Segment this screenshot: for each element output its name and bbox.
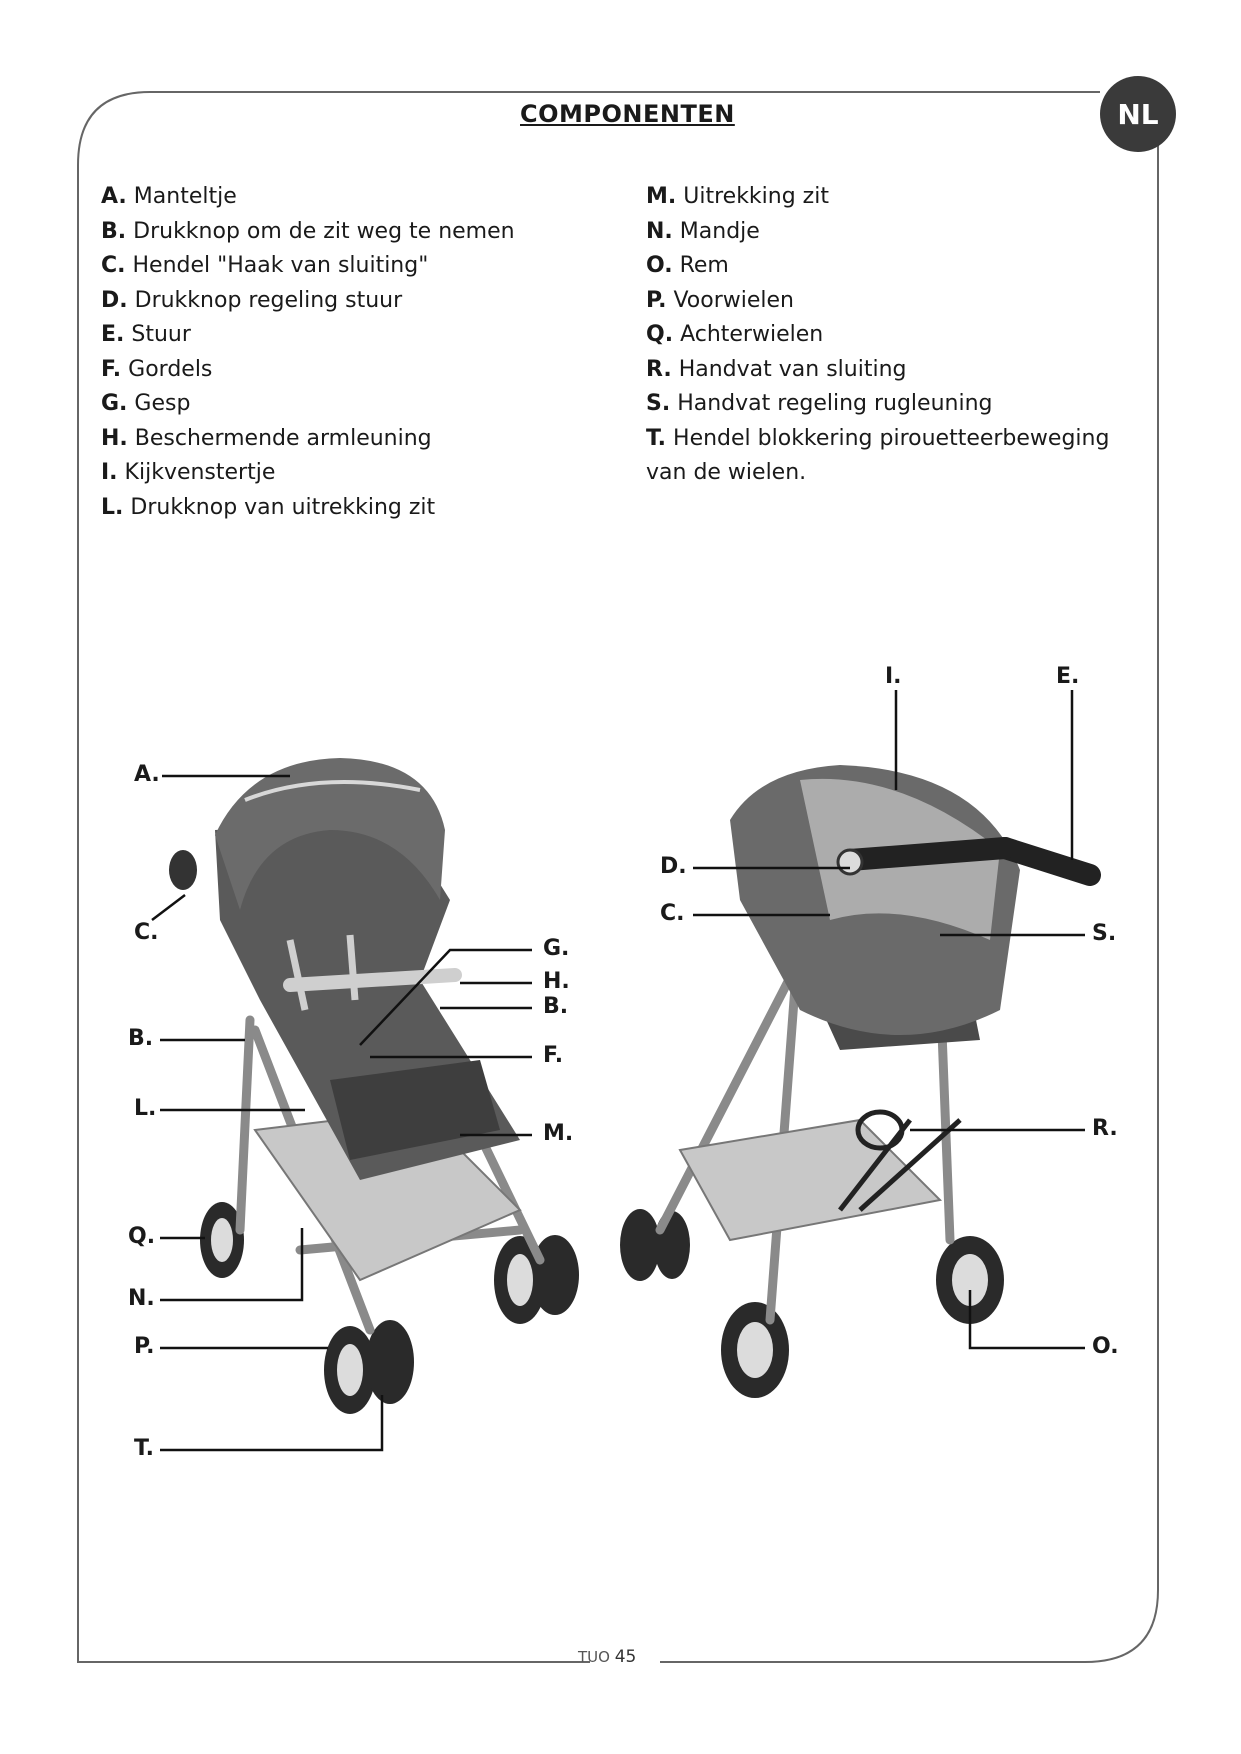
list-item: E. Stuur — [101, 322, 191, 347]
page-title: COMPONENTEN — [520, 100, 735, 128]
callout-T: T. — [134, 1436, 155, 1461]
callout-O: O. — [1092, 1334, 1119, 1359]
callout-I: I. — [885, 664, 902, 689]
callout-A: A. — [134, 762, 160, 787]
list-item: T. Hendel blokkering pirouetteerbeweging van de wielen. — [646, 425, 1110, 485]
list-item: S. Handvat regeling rugleuning — [646, 391, 993, 416]
callout-Q: Q. — [128, 1224, 156, 1249]
list-item: G. Gesp — [101, 391, 191, 416]
callout-N: N. — [128, 1286, 155, 1311]
list-item: N. Mandje — [646, 218, 760, 244]
callout-M: M. — [543, 1121, 574, 1146]
list-item: L. Drukknop van uitrekking zit — [101, 494, 436, 520]
callout-H: H. — [543, 969, 570, 994]
list-item: R. Handvat van sluiting — [646, 356, 907, 382]
callout-B-mid: B. — [543, 994, 569, 1019]
list-item: C. Hendel "Haak van sluiting" — [101, 253, 429, 278]
list-item: A. Manteltje — [101, 184, 237, 209]
callout-P: P. — [134, 1334, 155, 1359]
callout-E: E. — [1056, 664, 1080, 689]
language-badge: NL — [1100, 76, 1176, 152]
callout-D: D. — [660, 854, 687, 879]
callout-F: F. — [543, 1043, 564, 1068]
list-item: D. Drukknop regeling stuur — [101, 287, 403, 313]
page-footer — [578, 1647, 636, 1667]
callout-C-right: C. — [660, 901, 685, 926]
page-number: 45 — [614, 1647, 637, 1667]
footer-brand: TUO — [578, 1648, 610, 1666]
list-item: I. Kijkvenstertje — [101, 460, 276, 485]
list-item: O. Rem — [646, 253, 729, 278]
list-item: F. Gordels — [101, 356, 213, 382]
callout-C-left: C. — [134, 920, 159, 945]
callout-L: L. — [134, 1096, 157, 1121]
list-item: P. Voorwielen — [646, 287, 794, 313]
list-item: Q. Achterwielen — [646, 322, 824, 347]
callout-R: R. — [1092, 1116, 1118, 1141]
list-item: M. Uitrekking zit — [646, 184, 829, 209]
callout-G: G. — [543, 936, 570, 961]
callout-B-left: B. — [128, 1026, 154, 1051]
callout-S: S. — [1092, 921, 1117, 946]
list-item: H. Beschermende armleuning — [101, 425, 432, 451]
list-item: B. Drukknop om de zit weg te nemen — [101, 218, 515, 244]
